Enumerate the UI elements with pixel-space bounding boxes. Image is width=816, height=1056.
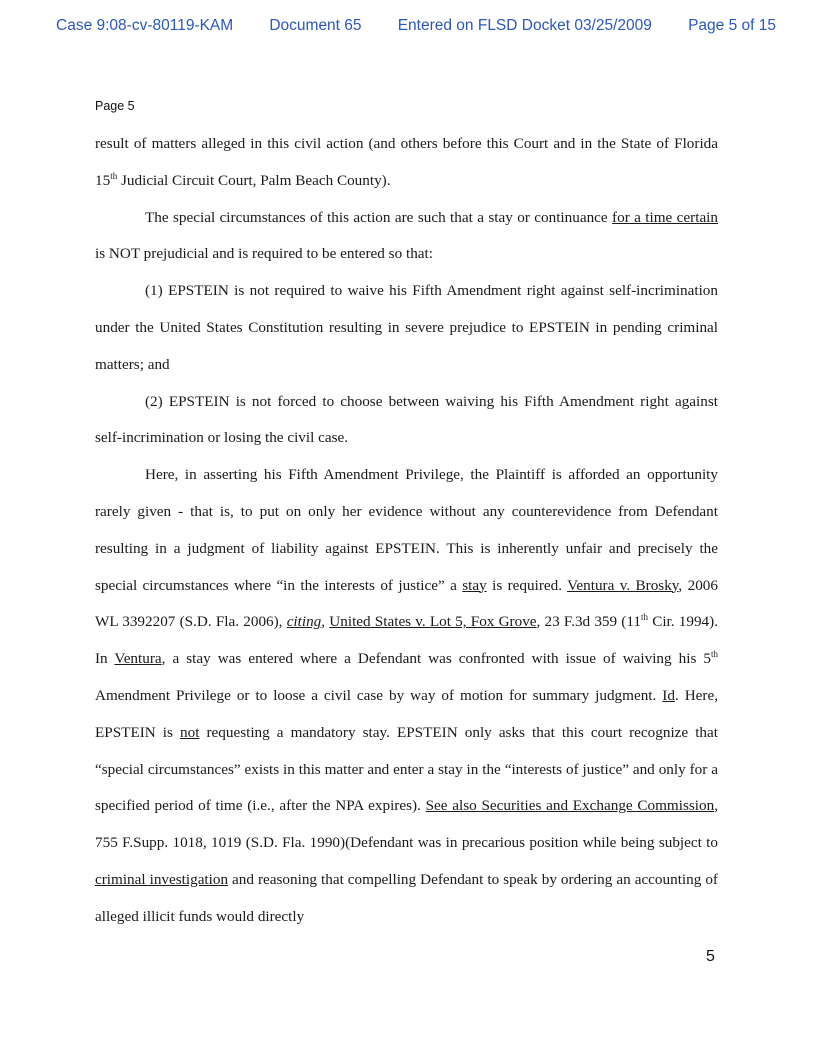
text-run: . Here, EPSTEIN is xyxy=(95,686,718,741)
superscript: th xyxy=(110,170,118,181)
text-run: is required. xyxy=(486,576,568,594)
text-run: requesting a mandatory stay. EPSTEIN only asks that this court recognize that “special circumstances” exists in this matter and enter a stay in the “interests of justice” and only for a specified period of time (i.e., after the NPA expires). xyxy=(95,723,718,815)
citation-text: for a time certain xyxy=(612,208,718,226)
document-number: Document 65 xyxy=(269,17,362,34)
page-label: Page 5 xyxy=(95,99,135,113)
text-run: Here, in asserting his Fifth Amendment Privilege, the Plaintiff is afforded an opportunity rarely given - that is, to put on only her evidence without any counterevidence from Defendant resulting in a judgment of liability against EPSTEIN. This is inherently unfair and precisely the special circumstances where “in the interests of justice” a xyxy=(95,466,718,594)
superscript: th xyxy=(641,612,649,623)
text-run: and reasoning that compelling Defendant to speak by ordering an accounting of alleged illicit funds would directly xyxy=(95,870,718,925)
docket-entry-date: Entered on FLSD Docket 03/25/2009 xyxy=(397,17,652,34)
text-run: , a stay was entered where a Defendant was confronted with issue of waiving his 5 xyxy=(161,650,711,668)
citation-text: United States v. Lot 5, Fox Grove xyxy=(329,613,537,631)
text-run: result of matters alleged in this civil action (and others before this Court and in the State of Florida 15 xyxy=(95,135,718,189)
paragraph-p1 xyxy=(95,126,718,200)
page-count: Page 5 of 15 xyxy=(688,17,776,34)
superscript: th xyxy=(710,649,718,660)
citation-text: Ventura xyxy=(114,650,162,668)
text-run: , 755 F.Supp. 1018, 1019 (S.D. Fla. 1990)(Defendant was in precarious position while being subject to xyxy=(95,797,718,852)
citation-text: criminal investigation xyxy=(95,870,229,888)
citation-text: citing xyxy=(286,613,322,631)
text-run: Cir. 1994). In xyxy=(95,613,718,668)
text-run: (1) EPSTEIN is not required to waive his Fifth Amendment right against self-incrimination under the United States Constitution resulting in severe prejudice to EPSTEIN in pending criminal matters; and xyxy=(95,282,718,373)
text-run: , 23 F.3d 359 (11 xyxy=(536,613,641,631)
citation-text: Ventura v. Brosky xyxy=(567,576,679,594)
case-number: Case 9:08-cv-80119-KAM xyxy=(56,17,234,34)
citation-text: Id xyxy=(662,686,675,704)
paragraph-p4 xyxy=(95,384,718,458)
paragraph-p5 xyxy=(95,457,718,935)
text-run: Amendment Privilege or to loose a civil case by way of motion for summary judgment. xyxy=(95,686,663,704)
text-run: Judicial Circuit Court, Palm Beach County). xyxy=(117,171,391,189)
page-number: 5 xyxy=(706,948,715,965)
text-run: (2) EPSTEIN is not forced to choose between waiving his Fifth Amendment right against self-incrimination or losing the civil case. xyxy=(95,392,718,447)
docket-header xyxy=(56,17,776,35)
citation-text: not xyxy=(180,723,200,741)
paragraph-p2 xyxy=(95,200,718,274)
text-run: , xyxy=(321,613,330,631)
citation-text: See also Securities and Exchange Commission xyxy=(425,797,715,815)
text-run: is NOT prejudicial and is required to be entered so that: xyxy=(95,245,433,263)
text-run: , 2006 WL 3392207 (S.D. Fla. 2006), xyxy=(95,576,718,631)
document-body xyxy=(95,126,718,936)
paragraph-p3 xyxy=(95,273,718,383)
text-run: The special circumstances of this action are such that a stay or continuance xyxy=(145,208,613,226)
citation-text: stay xyxy=(462,576,487,594)
